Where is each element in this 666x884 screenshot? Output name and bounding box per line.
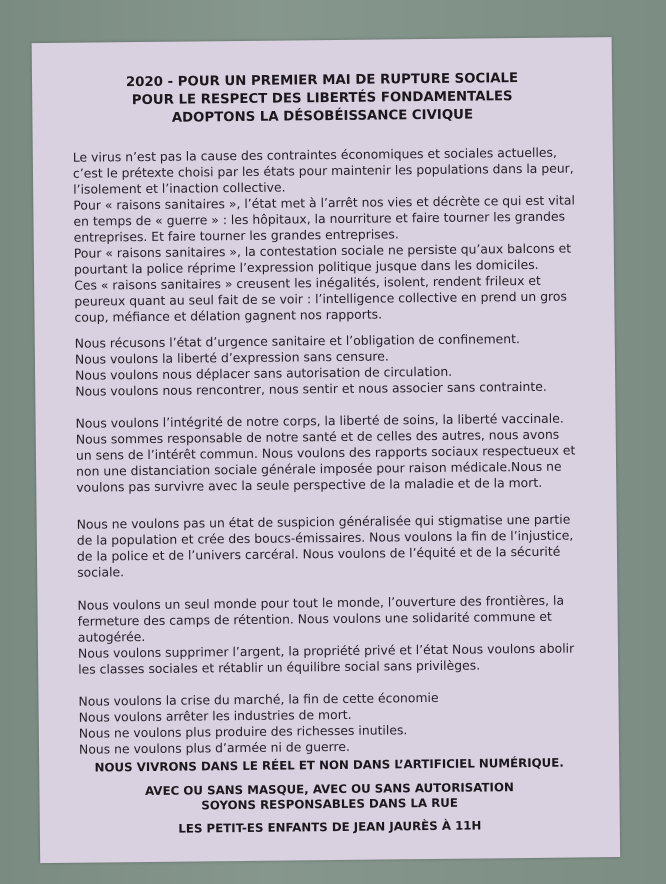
text-line: peureux quant au seul fait de se voir : l’intelligence collective en prend un gros [74, 288, 567, 309]
slogan-reel [39, 755, 619, 776]
text-line: Le virus n’est pas la cause des contraintes économiques et sociales actuelles, [72, 144, 557, 165]
text-line: Nous voulons la liberté d’expression sans censure. [74, 348, 389, 367]
text-line: Nous voulons un seul monde pour tout le monde, l’ouverture des frontières, la [77, 592, 565, 613]
text-line: Ces « raisons sanitaires » creusent les inégalités, isolent, rendent frileux et [74, 272, 541, 293]
text-line: Nous voulons l’intégrité de notre corps, la liberté de soins, la liberté vaccinale. [75, 410, 564, 431]
text-line: de la population et crée des boucs-émissaires. Nous voulons la fin de l’injustice, [76, 527, 574, 548]
text-line: Nous voulons arrêter les industries de mort. [78, 706, 352, 725]
title-line: ADOPTONS LA DÉSOBÉISSANCE CIVIQUE [171, 107, 474, 126]
text-line: Nous ne voulons plus d’armée ni de guerre. [78, 738, 350, 757]
text-line: les classes sociales et rétablir un équilibre social sans privilèges. [78, 657, 481, 677]
text-line: fermeture des camps de rétention. Nous voulons une solidarité commune et [77, 608, 552, 629]
poster-title [32, 69, 613, 129]
slogan-rendezvous [40, 817, 620, 838]
text-line: autogérée. [77, 629, 146, 645]
text-line: Nous ne voulons plus produire des richesses inutiles. [78, 722, 408, 741]
paragraph-monde [77, 592, 588, 677]
text-line: Pour « raisons sanitaires », la contestation sociale ne persiste qu’aux balcons et [73, 240, 572, 261]
text-line: Nous récusons l’état d’urgence sanitaire et l’obligation de confinement. [74, 331, 521, 351]
text-line: non une distanciation sociale générale imposée pour raison médicale.Nous ne [76, 458, 562, 479]
slogan-line: SOYONS RESPONSABLES DANS LA RUE [201, 795, 458, 813]
text-line: l’isolement et l’inaction collective. [73, 179, 286, 197]
paragraph-suspicion [77, 511, 588, 580]
text-line: un sens de l’intérêt commun. Nous voulons des rapports sociaux respectueux et [75, 442, 576, 463]
text-line: Nous voulons supprimer l’argent, la propriété privé et l’état Nous voulons abolir [77, 640, 575, 661]
title-line: 2020 - POUR UN PREMIER MAI DE RUPTURE SOCIALE [125, 71, 519, 91]
text-line: Nous voulons nous déplacer sans autorisation de circulation. [75, 363, 453, 383]
paragraph-marche [78, 688, 589, 757]
text-line: de la police et de l’univers carcéral. Nous voulons de l’équité et de la sécurité [76, 543, 561, 564]
slogan-masque [39, 779, 619, 815]
text-line: Nous ne voulons pas un état de suspicion généralisée qui stigmatise une partie [76, 511, 571, 532]
paragraph-virus-pretext [73, 144, 585, 325]
text-line: coup, méfiance et délation gagnent nos rapports. [74, 306, 383, 325]
text-line: c’est le prétexte choisi par les états pour maintenir les populations dans la peur, [72, 160, 574, 181]
text-line: voulons pas survivre avec la seule perspective de la maladie et de la mort. [76, 474, 543, 495]
text-line: sociale. [77, 564, 125, 580]
slogan-line: NOUS VIVRONS DANS LE RÉEL ET NON DANS L’ARTIFICIEL NUMÉRIQUE. [94, 755, 564, 775]
paragraph-integrite [76, 410, 587, 495]
slogan-line: AVEC OU SANS MASQUE, AVEC OU SANS AUTORISATION [144, 780, 514, 799]
text-line: Pour « raisons sanitaires », l’état met à l’arrêt nos vies et décrète ce qui est vital [73, 192, 575, 213]
text-line: en temps de « guerre » : les hôpitaux, la nourriture et faire tourner les grandes [73, 208, 566, 229]
paragraph-recusons [75, 330, 586, 399]
poster [32, 37, 621, 863]
text-line: Nous voulons nous rencontrer, nous sentir et nous associer sans contrainte. [75, 378, 547, 399]
title-line: POUR LE RESPECT DES LIBERTÉS FONDAMENTALES [131, 89, 513, 109]
text-line: pourtant la police réprime l’expression politique jusque dans les domiciles. [73, 256, 539, 277]
text-line: Nous sommes responsable de notre santé et de celles des autres, nous avons [75, 426, 560, 447]
slogan-line: LES PETIT-ES ENFANTS DE JEAN JAURÈS À 11H [178, 818, 482, 836]
text-line: entreprises. Et faire tourner les grandes entreprises. [73, 226, 399, 245]
text-line: Nous voulons la crise du marché, la fin de cette économie [78, 689, 439, 709]
